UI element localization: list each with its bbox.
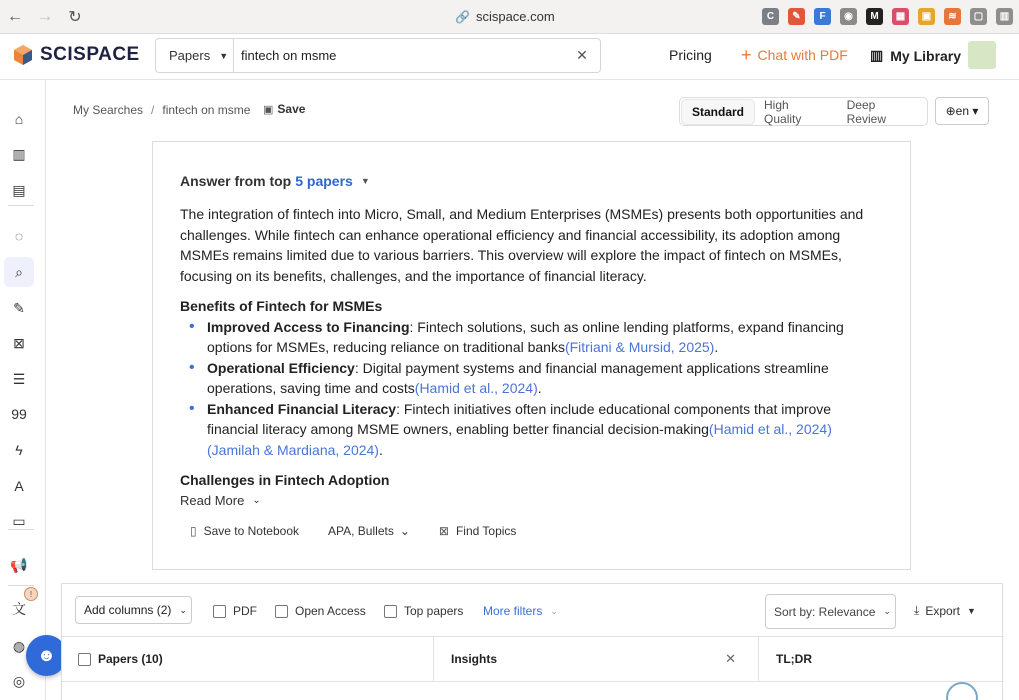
results-panel bbox=[61, 583, 1003, 700]
ext-orange-icon[interactable]: ≋ bbox=[944, 8, 961, 25]
search-bar bbox=[155, 38, 601, 73]
benefit-term: Improved Access to Financing bbox=[207, 318, 410, 335]
top-papers-filter-label: Top papers bbox=[404, 604, 464, 618]
action-label: Find Topics bbox=[455, 524, 517, 538]
select-all-checkbox[interactable] bbox=[78, 653, 91, 666]
insights-column-header bbox=[434, 637, 759, 681]
assistant-icon: ☻ bbox=[37, 645, 56, 665]
pricing-link[interactable]: Pricing bbox=[669, 47, 712, 63]
topics-icon: ⊠ bbox=[438, 524, 449, 538]
ext-ci-icon[interactable]: C bbox=[762, 8, 779, 25]
left-sidebar bbox=[0, 80, 46, 700]
avatar[interactable] bbox=[968, 41, 996, 69]
search-type-dropdown[interactable] bbox=[156, 39, 234, 72]
ai-detector-icon[interactable]: A bbox=[14, 478, 24, 494]
forward-icon[interactable]: → bbox=[37, 7, 53, 25]
papers-column-label: Papers (10) bbox=[98, 652, 163, 666]
citation-link[interactable]: (Hamid et al., 2024) bbox=[414, 380, 538, 396]
answer-body bbox=[180, 204, 870, 491]
tldr-column-label: TL;DR bbox=[776, 652, 812, 666]
apple-icon[interactable]: ◍ bbox=[12, 637, 26, 654]
my-library-label: My Library bbox=[890, 47, 962, 64]
breadcrumb-separator: / bbox=[151, 103, 155, 117]
find-topics-button[interactable] bbox=[439, 524, 517, 538]
save-to-notebook-button[interactable] bbox=[190, 524, 299, 538]
benefit-text: : Fintech solutions, such as online lending platforms, expand financing options for MSMEs, reducing reliance on traditional banks bbox=[207, 318, 844, 355]
caret-down-icon: ▼ bbox=[967, 605, 976, 616]
benefit-item bbox=[180, 399, 870, 461]
search-input[interactable] bbox=[234, 39, 564, 72]
remove-column-icon[interactable]: ✕ bbox=[725, 651, 736, 666]
answer-intro: The integration of fintech into Micro, Small, and Medium Enterprises (MSMEs) presents both opportunities and challenges. While fintech can enhance operational efficiency and financial accessibility, its adoption among MSMEs remains limited due to various barriers. This overview will explore the impact of fintech on MSMEs, focusing on its benefits, challenges, and the importance of financial literacy. bbox=[180, 206, 864, 284]
ext-palette-icon[interactable]: ▦ bbox=[892, 8, 909, 25]
tldr-column-header bbox=[759, 637, 812, 681]
citation-link[interactable]: (Hamid et al., 2024) bbox=[708, 421, 832, 437]
add-columns-label: Add columns (2) bbox=[84, 603, 172, 617]
citation-icon[interactable]: 99 bbox=[11, 406, 27, 422]
papers-column-header bbox=[62, 637, 434, 681]
save-label: Save bbox=[277, 102, 306, 116]
top-papers-filter-checkbox[interactable] bbox=[384, 604, 463, 618]
citation-link[interactable]: (Jamilah & Mardiana, 2024) bbox=[207, 441, 379, 458]
insights-column-label: Insights bbox=[451, 652, 498, 666]
sort-label: Sort by: Relevance bbox=[774, 604, 876, 619]
read-more-button[interactable] bbox=[180, 493, 261, 508]
checkbox-icon bbox=[213, 605, 226, 618]
extension-tray bbox=[762, 8, 1013, 25]
chevron-down-icon: ⌄ bbox=[550, 605, 558, 616]
chevron-down-icon: ⌄ bbox=[252, 495, 261, 506]
language-selector[interactable]: ⊕en ▾ bbox=[935, 97, 989, 125]
home-icon[interactable]: ⌂ bbox=[14, 111, 24, 127]
sort-dropdown[interactable] bbox=[765, 594, 896, 629]
answer-mode-toggle bbox=[679, 97, 928, 126]
more-filters-label: More filters bbox=[483, 604, 543, 618]
plus-icon: + bbox=[741, 45, 752, 65]
extract-icon[interactable]: ⊠ bbox=[13, 334, 25, 351]
video-icon[interactable]: ▭ bbox=[12, 512, 26, 529]
browser-toolbar bbox=[0, 0, 1019, 34]
benefit-item bbox=[180, 317, 870, 358]
notification-badge: ! bbox=[24, 587, 38, 601]
punctuation: . bbox=[378, 441, 383, 458]
pen-tool-icon[interactable]: ✎ bbox=[13, 299, 25, 316]
more-filters-button[interactable] bbox=[483, 604, 558, 618]
list-icon[interactable]: ☰ bbox=[12, 370, 26, 387]
chevron-down-icon: ⌄ bbox=[179, 604, 187, 615]
sidebar-divider bbox=[8, 529, 34, 530]
chevron-down-icon: ⌄ bbox=[399, 524, 410, 538]
sidebar-divider bbox=[8, 585, 34, 586]
punctuation: . bbox=[537, 380, 542, 396]
ext-camera-icon[interactable]: ◉ bbox=[840, 8, 857, 25]
search-type-label: Papers bbox=[169, 48, 211, 63]
benefit-item bbox=[180, 358, 870, 399]
link-icon: 🔗 bbox=[455, 9, 470, 24]
action-label: Save to Notebook bbox=[203, 524, 300, 538]
apa-bullets-button[interactable] bbox=[328, 524, 410, 538]
breadcrumb bbox=[73, 103, 250, 117]
benefit-text: : Fintech initiatives often include educational components that improve financial literacy among MSME owners, enabling better financial decision-making bbox=[207, 400, 832, 437]
library-icon: ▥ bbox=[870, 47, 884, 63]
save-search-button[interactable] bbox=[263, 102, 305, 116]
library-books-icon[interactable]: ▥ bbox=[12, 145, 26, 162]
answer-actions bbox=[190, 524, 545, 538]
megaphone-icon[interactable]: 📢 bbox=[10, 556, 28, 573]
ext-pen-icon[interactable]: ✎ bbox=[788, 8, 805, 25]
pdf-filter-label: PDF bbox=[233, 604, 257, 618]
download-icon: ⤓ bbox=[914, 603, 920, 617]
chat-with-pdf-label: Chat with PDF bbox=[757, 47, 848, 63]
export-label: Export bbox=[925, 603, 960, 618]
caret-down-icon[interactable]: ▼ bbox=[360, 176, 370, 186]
benefits-heading: Benefits of Fintech for MSMEs bbox=[180, 298, 383, 314]
reload-icon[interactable]: ↻ bbox=[68, 8, 82, 26]
checkbox-icon bbox=[275, 605, 288, 618]
open-access-filter-checkbox[interactable] bbox=[275, 604, 366, 618]
open-access-filter-label: Open Access bbox=[295, 604, 366, 618]
benefit-text: : Digital payment systems and financial management applications streamline operations, saving time and costs bbox=[207, 359, 829, 396]
chat-with-pdf-link[interactable] bbox=[741, 47, 848, 63]
mode-standard[interactable]: Standard bbox=[682, 100, 754, 124]
benefit-term: Enhanced Financial Literacy bbox=[207, 400, 397, 417]
breadcrumb-root[interactable]: My Searches bbox=[73, 103, 144, 117]
ext-sidebar-icon[interactable]: ▥ bbox=[996, 8, 1013, 25]
chat-icon[interactable]: ◌ bbox=[14, 228, 24, 244]
logo-mark-icon bbox=[12, 44, 34, 66]
lightning-icon[interactable]: ϟ bbox=[15, 442, 23, 458]
punctuation: . bbox=[714, 339, 719, 355]
clear-search-icon[interactable]: ✕ bbox=[576, 47, 588, 63]
chrome-icon[interactable]: ◎ bbox=[12, 672, 26, 689]
checkbox-icon bbox=[384, 605, 397, 618]
back-icon[interactable]: ← bbox=[7, 7, 23, 25]
search-icon[interactable]: ⌕ bbox=[4, 257, 34, 287]
scispace-logo[interactable] bbox=[12, 44, 140, 66]
challenges-heading: Challenges in Fintech Adoption bbox=[180, 472, 390, 488]
notebook-icon[interactable]: ▤ bbox=[12, 181, 26, 198]
export-button[interactable] bbox=[914, 603, 976, 618]
ext-blue-icon[interactable]: F bbox=[814, 8, 831, 25]
citation-link[interactable]: (Fitriani & Mursid, 2025) bbox=[564, 339, 715, 355]
read-more-label: Read More bbox=[180, 493, 245, 508]
notebook-save-icon: ▯ bbox=[190, 524, 197, 538]
answer-card bbox=[152, 141, 911, 570]
ext-puzzle-icon[interactable]: ▢ bbox=[970, 8, 987, 25]
url-text[interactable]: scispace.com bbox=[475, 9, 555, 24]
ext-yellow-icon[interactable]: ▣ bbox=[918, 8, 935, 25]
pdf-filter-checkbox[interactable] bbox=[213, 604, 257, 618]
results-table-header bbox=[62, 636, 1004, 682]
benefits-list bbox=[180, 317, 870, 461]
address-bar[interactable] bbox=[455, 9, 555, 24]
mode-high-quality[interactable]: High Quality bbox=[764, 97, 802, 126]
answer-heading-prefix: Answer from top bbox=[180, 173, 292, 189]
chevron-down-icon: ⌄ bbox=[883, 606, 891, 616]
mode-deep-review[interactable]: Deep Review bbox=[846, 97, 886, 126]
action-label: APA, Bullets bbox=[328, 524, 394, 538]
benefit-term: Operational Efficiency bbox=[207, 359, 355, 376]
my-library-link[interactable] bbox=[870, 47, 961, 64]
translate-icon[interactable]: 文 bbox=[12, 601, 26, 617]
caret-down-icon: ▼ bbox=[219, 50, 229, 61]
breadcrumb-current: fintech on msme bbox=[162, 103, 251, 117]
answer-heading bbox=[180, 173, 370, 189]
paper-count-dropdown[interactable]: 5 papers bbox=[295, 173, 353, 189]
logo-text: SCISPACE bbox=[40, 44, 140, 65]
add-columns-button[interactable] bbox=[75, 596, 192, 624]
ext-m-icon[interactable]: M bbox=[866, 8, 883, 25]
app-header bbox=[0, 34, 1019, 80]
save-icon: ▣ bbox=[263, 103, 274, 116]
sidebar-divider bbox=[8, 205, 34, 206]
